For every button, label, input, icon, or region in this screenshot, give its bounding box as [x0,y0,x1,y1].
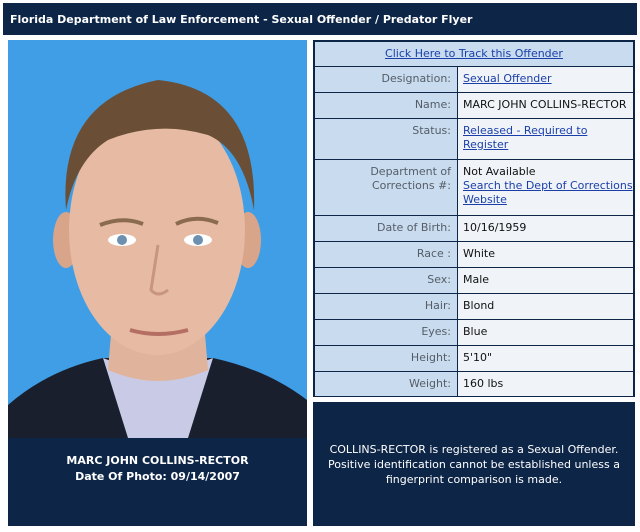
search-doc-website-link[interactable]: Search the Dept of Corrections Website [463,179,633,206]
sex-label: Sex: [315,268,457,293]
row-eyes [315,320,633,345]
identification-notice: COLLINS-RECTOR is registered as a Sexual Offender. Positive identification cannot be established unless a fingerprint comparison is made. [313,402,635,526]
eyes-value: Blue [458,320,633,345]
height-value: 5'10" [458,346,633,371]
offender-photo [8,40,307,438]
eyes-label: Eyes: [315,320,457,345]
race-value: White [458,242,633,267]
portrait-image [8,40,307,438]
row-dob [315,216,633,241]
weight-label: Weight: [315,372,457,396]
status-link[interactable]: Released - Required to Register [463,124,588,151]
name-label: Name: [315,93,457,118]
offender-details-table [313,40,635,397]
status-label: Status: [315,119,457,159]
page-title: Florida Department of Law Enforcement - Sexual Offender / Predator Flyer [3,3,637,35]
doc-number-value: Not Available [463,165,536,178]
name-value: MARC JOHN COLLINS-RECTOR [458,93,633,118]
dob-label: Date of Birth: [315,216,457,241]
weight-value: 160 lbs [458,372,633,396]
sex-value: Male [458,268,633,293]
dob-value: 10/16/1959 [458,216,633,241]
row-name [315,93,633,118]
designation-label: Designation: [315,67,457,92]
row-hair [315,294,633,319]
row-status [315,119,633,159]
track-offender-row [315,42,633,66]
race-label: Race : [315,242,457,267]
designation-link[interactable]: Sexual Offender [463,72,552,85]
caption-name: MARC JOHN COLLINS-RECTOR [66,454,249,467]
doc-number-label: Department of Corrections #: [315,160,457,215]
row-designation [315,67,633,92]
row-doc-number [315,160,633,215]
track-offender-link[interactable]: Click Here to Track this Offender [385,47,563,60]
photo-caption [8,438,307,526]
row-weight [315,372,633,396]
row-height [315,346,633,371]
height-label: Height: [315,346,457,371]
hair-value: Blond [458,294,633,319]
hair-label: Hair: [315,294,457,319]
row-sex [315,268,633,293]
row-race [315,242,633,267]
caption-photo-date: Date Of Photo: 09/14/2007 [75,470,240,483]
